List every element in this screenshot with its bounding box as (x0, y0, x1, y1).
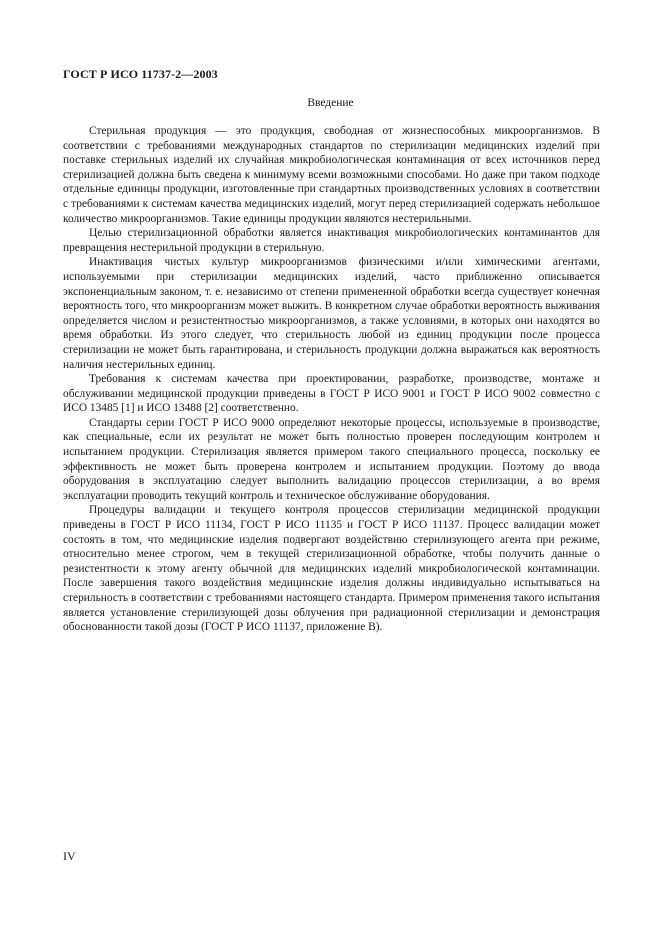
paragraph: Требования к системам качества при проектировании, разработке, производстве, монтаже и обслуживании медицинской продукции приведены в ГОСТ Р ИСО 9001 и ГОСТ Р ИСО 9002 совместно с ИСО 13485 [1] и ИСО 13488 [2] соответственно. (63, 373, 600, 415)
paragraph: Целью стерилизационной обработки является инактивация микробиологических контаминантов для превращения нестерильной продукции в стерильную. (63, 227, 600, 254)
standard-designation: ГОСТ Р ИСО 11737-2—2003 (63, 67, 218, 81)
paragraph: Стандарты серии ГОСТ Р ИСО 9000 определяют некоторые процессы, используемые в производстве, как специальные, если их результат не может быть полностью проверен последующим контролем и испытанием продукции. Стерилизация является примером такого специального процесса, поскольку ее эффективность не может быть проверена контролем и испытанием продукции. Поэтому до ввода оборудования в эксплуатацию следует выполнить валидацию процессов стерилизации, а во время эксплуатации проводить текущий контроль и техническое обслуживание оборудования. (63, 416, 600, 502)
introduction-body (63, 124, 600, 635)
paragraph: Процедуры валидации и текущего контроля процессов стерилизации медицинской продукции приведены в ГОСТ Р ИСО 11134, ГОСТ Р ИСО 11135 и ГОСТ Р ИСО 11137. Процесс валидации может состоять в том, что медицинские изделия подвергают воздействию стерилизующего агента при режиме, относительно менее строгом, чем в текущей стерилизационной обработке, чтобы получить данные о резистентности к этому агенту обычной для медицинских изделий микробиологической контаминации. После завершения такого воздействия медицинские изделия должны индивидуально испытываться на стерильность в соответствии с требованиями настоящего стандарта. Примером применения такого испытания является установление стерилизующей дозы облучения при радиационной стерилизации и демонстрация обоснованности такой дозы (ГОСТ Р ИСО 11137, приложение В). (63, 504, 600, 634)
paragraph: Инактивация чистых культур микроорганизмов физическими и/или химическими агентами, используемыми при стерилизации медицинских изделий, часто приближенно описывается экспоненциальным законом, т. е. независимо от степени примененной обработки всегда существует конечная вероятность того, что микроорганизм может выжить. В конкретном случае обработки вероятность выживания определяется числом и резистентностью микроорганизмов, а также условиями, в которых они находятся во время обработки. Из этого следует, что стерильность любой из единиц продукции после процесса стерилизации не может быть гарантирована, и стерильность продукции должна выражаться как вероятность наличия нестерильных единиц. (63, 256, 600, 371)
paragraph: Стерильная продукция — это продукция, свободная от жизнеспособных микроорганизмов. В соответствии с требованиями международных стандартов по стерилизации медицинских изделий при поставке стерильных изделий их случайная микробиологическая контаминация от всех источников перед стерилизацией должна быть сведена к минимуму всеми возможными способами. Но даже при таком подходе отдельные единицы продукции, изготовленные при стандартных производственных условиях в соответствии с требованиями к системам качества медицинских изделий, могут перед стерилизацией содержать небольшое количество микроорганизмов. Такие единицы продукции являются нестерильными. (63, 125, 600, 225)
page-number: IV (63, 849, 76, 863)
section-title: Введение (307, 97, 354, 109)
